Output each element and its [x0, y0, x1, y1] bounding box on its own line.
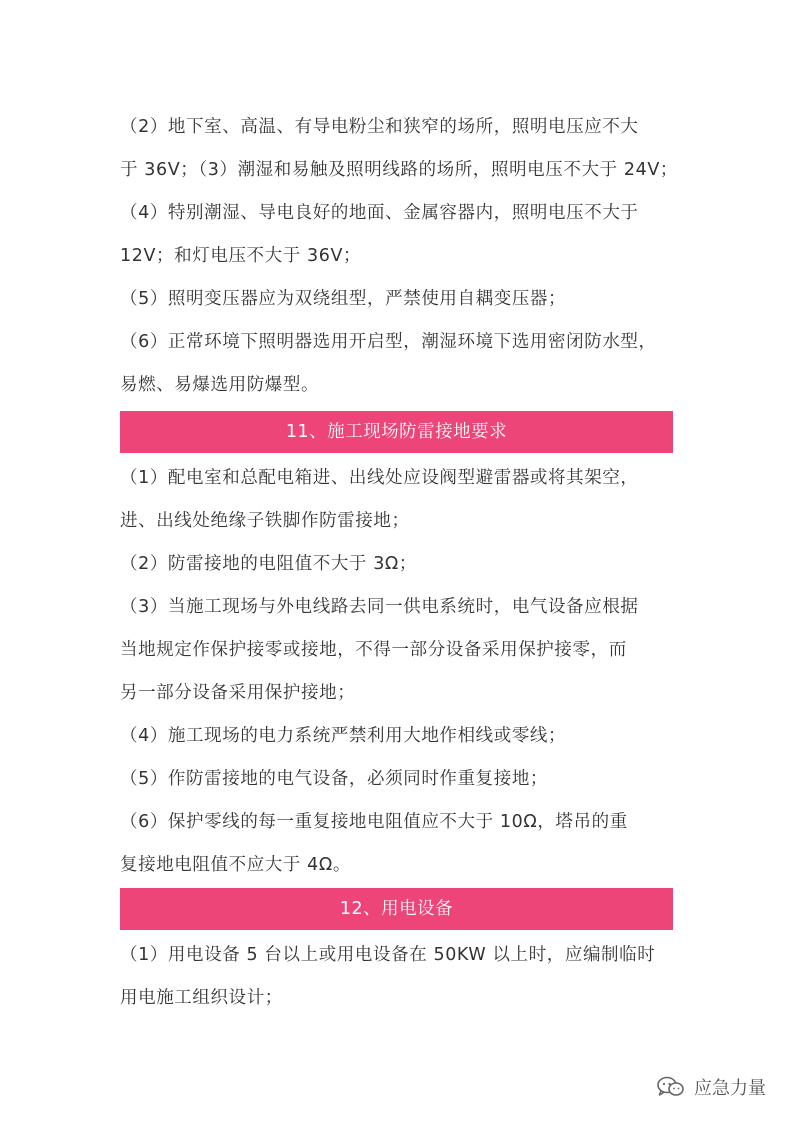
paragraph-line: （6）保护零线的每一重复接地电阻值应不大于 10Ω，塔吊的重	[120, 812, 628, 832]
paragraph-line: （2）地下室、高温、有导电粉尘和狭窄的场所，照明电压应不大	[120, 117, 639, 137]
paragraph-line: （3）当施工现场与外电线路去同一供电系统时，电气设备应根据	[120, 597, 639, 617]
paragraph-line: （5）照明变压器应为双绕组型，严禁使用自耦变压器；	[120, 289, 567, 309]
paragraph-line: 于 36V；（3）潮湿和易触及照明线路的场所，照明电压不大于 24V；	[120, 160, 678, 180]
paragraph-line: （4）特别潮湿、导电良好的地面、金属容器内，照明电压不大于	[120, 203, 639, 223]
paragraph-line: （1）配电室和总配电箱进、出线处应设阀型避雷器或将其架空，	[120, 468, 639, 488]
paragraph-line: 另一部分设备采用保护接地；	[120, 683, 356, 703]
wechat-icon	[656, 1075, 686, 1099]
paragraph-line: （5）作防雷接地的电气设备，必须同时作重复接地；	[120, 769, 549, 789]
paragraph-line: （6）正常环境下照明器选用开启型，潮湿环境下选用密闭防水型，	[120, 332, 657, 352]
section-heading-11: 11、施工现场防雷接地要求	[120, 411, 673, 453]
paragraph-line: （4）施工现场的电力系统严禁利用大地作相线或零线；	[120, 726, 567, 746]
paragraph-line: 用电施工组织设计；	[120, 988, 283, 1008]
section-heading-12: 12、用电设备	[120, 888, 673, 930]
paragraph-line: （2）防雷接地的电阻值不大于 3Ω；	[120, 554, 418, 574]
document-body	[120, 106, 680, 1020]
paragraph-line: 进、出线处绝缘子铁脚作防雷接地；	[120, 511, 410, 531]
paragraph-line: 复接地电阻值不应大于 4Ω。	[120, 855, 351, 875]
paragraph-line: （1）用电设备 5 台以上或用电设备在 50KW 以上时，应编制临时	[120, 945, 656, 965]
watermark-text: 应急力量	[694, 1078, 766, 1099]
paragraph-line: 易燃、易爆选用防爆型。	[120, 375, 320, 395]
watermark	[656, 1074, 766, 1100]
paragraph-line: 当地规定作保护接零或接地，不得一部分设备采用保护接零，而	[120, 640, 627, 660]
paragraph-line: 12V；和灯电压不大于 36V；	[120, 246, 362, 266]
